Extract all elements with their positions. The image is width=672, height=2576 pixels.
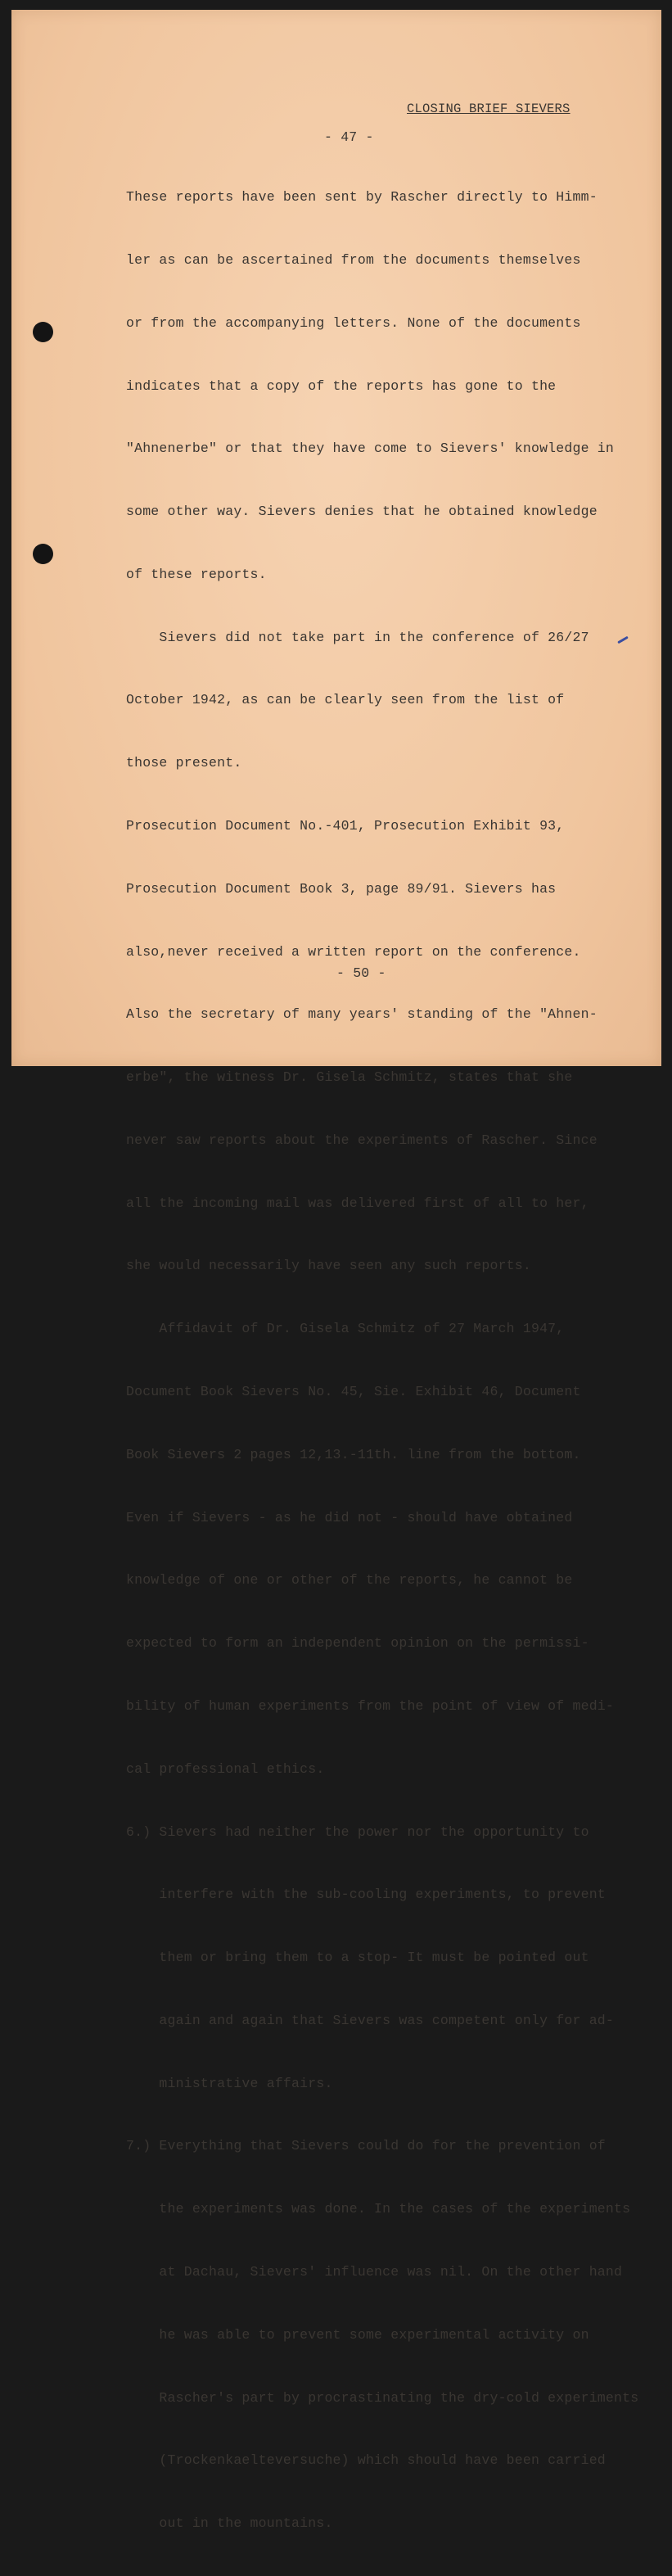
text-line: "Ahnenerbe" or that they have come to Sievers' knowledge in	[126, 441, 614, 457]
text-line: (Trockenkaelteversuche) which should have been carried	[126, 2452, 606, 2469]
list-item-6-line: 6.) Sievers had neither the power nor the opportunity to	[126, 1824, 589, 1840]
text-line: she would necessarily have seen any such reports.	[126, 1258, 531, 1274]
text-line: some other way. Sievers denies that he obtained knowledge	[126, 504, 598, 520]
list-item-7-line: 7.) Everything that Sievers could do for the prevention of	[126, 2138, 606, 2154]
text-line: Rascher's part by procrastinating the dry-cold experiments	[126, 2389, 639, 2406]
text-line: bility of human experiments from the point of view of medi-	[126, 1697, 614, 1714]
text-line: again and again that Sievers was competent only for ad-	[126, 2012, 614, 2028]
document-header: CLOSING BRIEF SIEVERS	[407, 102, 571, 116]
text-line: Also the secretary of many years' standing of the "Ahnen-	[126, 1006, 598, 1023]
text-line: cal professional ethics.	[126, 1760, 325, 1777]
text-line: he was able to prevent some experimental activity on	[126, 2326, 589, 2343]
text-line: never saw reports about the experiments of Rascher. Since	[126, 1132, 598, 1148]
text-line: expected to form an independent opinion on the permissi-	[126, 1635, 589, 1652]
punch-hole-bottom	[33, 544, 53, 564]
text-line: Document Book Sievers No. 45, Sie. Exhibit 46, Document	[126, 1384, 581, 1400]
punch-hole-top	[33, 322, 53, 342]
text-line: the experiments was done. In the cases of the experiments	[126, 2201, 631, 2217]
text-line: Even if Sievers - as he did not - should have obtained	[126, 1509, 573, 1525]
bottom-page-number: - 50 -	[336, 965, 386, 981]
text-line: also,never received a written report on the conference.	[126, 943, 581, 960]
text-line: erbe", the witness Dr. Gisela Schmitz, states that she	[126, 1069, 573, 1086]
text-line: October 1942, as can be clearly seen from the list of	[126, 692, 565, 708]
text-line: ler as can be ascertained from the documents themselves	[126, 251, 581, 268]
text-line: ministrative affairs.	[126, 2075, 333, 2091]
text-line: out in the mountains.	[126, 2515, 333, 2532]
text-line: knowledge of one or other of the reports, he cannot be	[126, 1572, 573, 1589]
text-line: of these reports.	[126, 566, 267, 582]
text-line: them or bring them to a stop- It must be pointed out	[126, 1950, 589, 1966]
text-line: at Dachau, Sievers' influence was nil. On the other hand	[126, 2263, 623, 2280]
document-body	[126, 145, 638, 2576]
text-line: or from the accompanying letters. None of the documents	[126, 314, 581, 331]
top-page-number: - 47 -	[324, 129, 374, 145]
text-line: interfere with the sub-cooling experiments, to prevent	[126, 1887, 606, 1903]
document-page	[11, 10, 661, 2532]
text-line: Affidavit of Dr. Gisela Schmitz of 27 March 1947,	[126, 1321, 565, 1337]
text-line: all the incoming mail was delivered first of all to her,	[126, 1195, 589, 1211]
text-line: Book Sievers 2 pages 12,13.-11th. line from the bottom.	[126, 1446, 581, 1462]
text-line: These reports have been sent by Rascher directly to Himm-	[126, 189, 598, 206]
text-line: indicates that a copy of the reports has gone to the	[126, 377, 557, 394]
text-line: those present.	[126, 755, 242, 771]
text-line: Prosecution Document No.-401, Prosecution Exhibit 93,	[126, 818, 565, 834]
text-line: Prosecution Document Book 3, page 89/91. Sievers has	[126, 880, 557, 897]
text-line: Sievers did not take part in the conference of 26/27	[126, 629, 589, 645]
